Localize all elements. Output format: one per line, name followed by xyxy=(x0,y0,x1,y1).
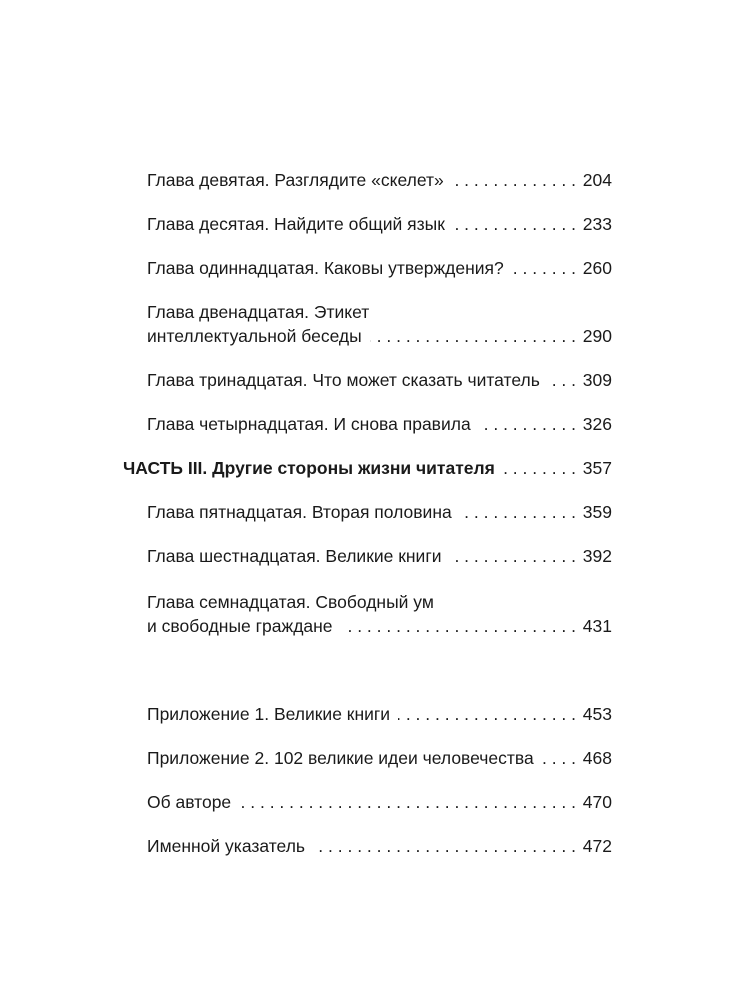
toc-page-number: 359 xyxy=(582,502,612,522)
toc-entry-chapter-17 xyxy=(147,590,612,638)
toc-page-number: 472 xyxy=(582,836,612,856)
toc-entry-title: Приложение 2. 102 великие идеи человечества xyxy=(147,748,534,768)
toc-entry-title: Об авторе xyxy=(147,792,232,812)
toc-entry-title: Глава тринадцатая. Что может сказать читатель xyxy=(147,370,540,390)
dot-leader xyxy=(460,500,576,524)
dot-leader xyxy=(341,614,576,638)
dot-leader xyxy=(452,168,576,192)
toc-entry-name-index xyxy=(147,834,612,858)
dot-leader xyxy=(370,324,576,348)
toc-page-number: 204 xyxy=(582,170,612,190)
toc-entry-title: и свободные граждане xyxy=(147,616,333,636)
dot-leader xyxy=(548,368,576,392)
toc-page-number: 326 xyxy=(582,414,612,434)
dot-leader xyxy=(398,702,576,726)
dot-leader xyxy=(239,790,576,814)
dot-leader xyxy=(450,544,577,568)
toc-entry-part-3 xyxy=(123,456,612,480)
toc-entry-title: Приложение 1. Великие книги xyxy=(147,704,391,724)
toc-entry-chapter-9 xyxy=(147,168,612,192)
toc-part-title: ЧАСТЬ III. Другие стороны жизни читателя xyxy=(123,458,495,478)
toc-entry-title: Именной указатель xyxy=(147,836,306,856)
toc-entry-title: Глава пятнадцатая. Вторая половина xyxy=(147,502,452,522)
dot-leader xyxy=(453,212,576,236)
toc-entry-title: интеллектуальной беседы xyxy=(147,326,362,346)
toc-entry-about-author xyxy=(147,790,612,814)
toc-entry-appendix-2 xyxy=(147,746,612,770)
toc-page-number: 431 xyxy=(582,616,612,636)
toc-entry-title: Глава десятая. Найдите общий язык xyxy=(147,214,445,234)
toc-page-number: 392 xyxy=(582,546,612,566)
toc-page-number: 470 xyxy=(582,792,612,812)
toc-page-number: 357 xyxy=(582,458,612,478)
dot-leader xyxy=(542,746,576,770)
dot-leader xyxy=(503,456,576,480)
toc-entry-title: Глава одиннадцатая. Каковы утверждения? xyxy=(147,258,504,278)
toc-entry-title: Глава четырнадцатая. И снова правила xyxy=(147,414,471,434)
toc-entry-title: Глава девятая. Разглядите «скелет» xyxy=(147,170,444,190)
toc-page-number: 453 xyxy=(582,704,612,724)
toc-entry-title: Глава шестнадцатая. Великие книги xyxy=(147,546,442,566)
dot-leader xyxy=(512,256,576,280)
toc-page-number: 233 xyxy=(582,214,612,234)
toc-page-number: 468 xyxy=(582,748,612,768)
toc-entry-chapter-13 xyxy=(147,368,612,392)
toc-entry-title-line1: Глава двенадцатая. Этикет xyxy=(147,302,370,322)
toc-entry-chapter-12 xyxy=(147,300,612,348)
toc-entry-title-line1: Глава семнадцатая. Свободный ум xyxy=(147,592,434,612)
dot-leader xyxy=(313,834,576,858)
toc-entry-chapter-14 xyxy=(147,412,612,436)
toc-page-number: 309 xyxy=(582,370,612,390)
toc-entry-chapter-11 xyxy=(147,256,612,280)
toc-entry-chapter-15 xyxy=(147,500,612,524)
toc-page-number: 290 xyxy=(582,326,612,346)
dot-leader xyxy=(479,412,576,436)
toc-entry-chapter-10 xyxy=(147,212,612,236)
toc-entry-appendix-1 xyxy=(147,702,612,726)
toc-entry-chapter-16 xyxy=(147,544,612,568)
toc-page-number: 260 xyxy=(582,258,612,278)
